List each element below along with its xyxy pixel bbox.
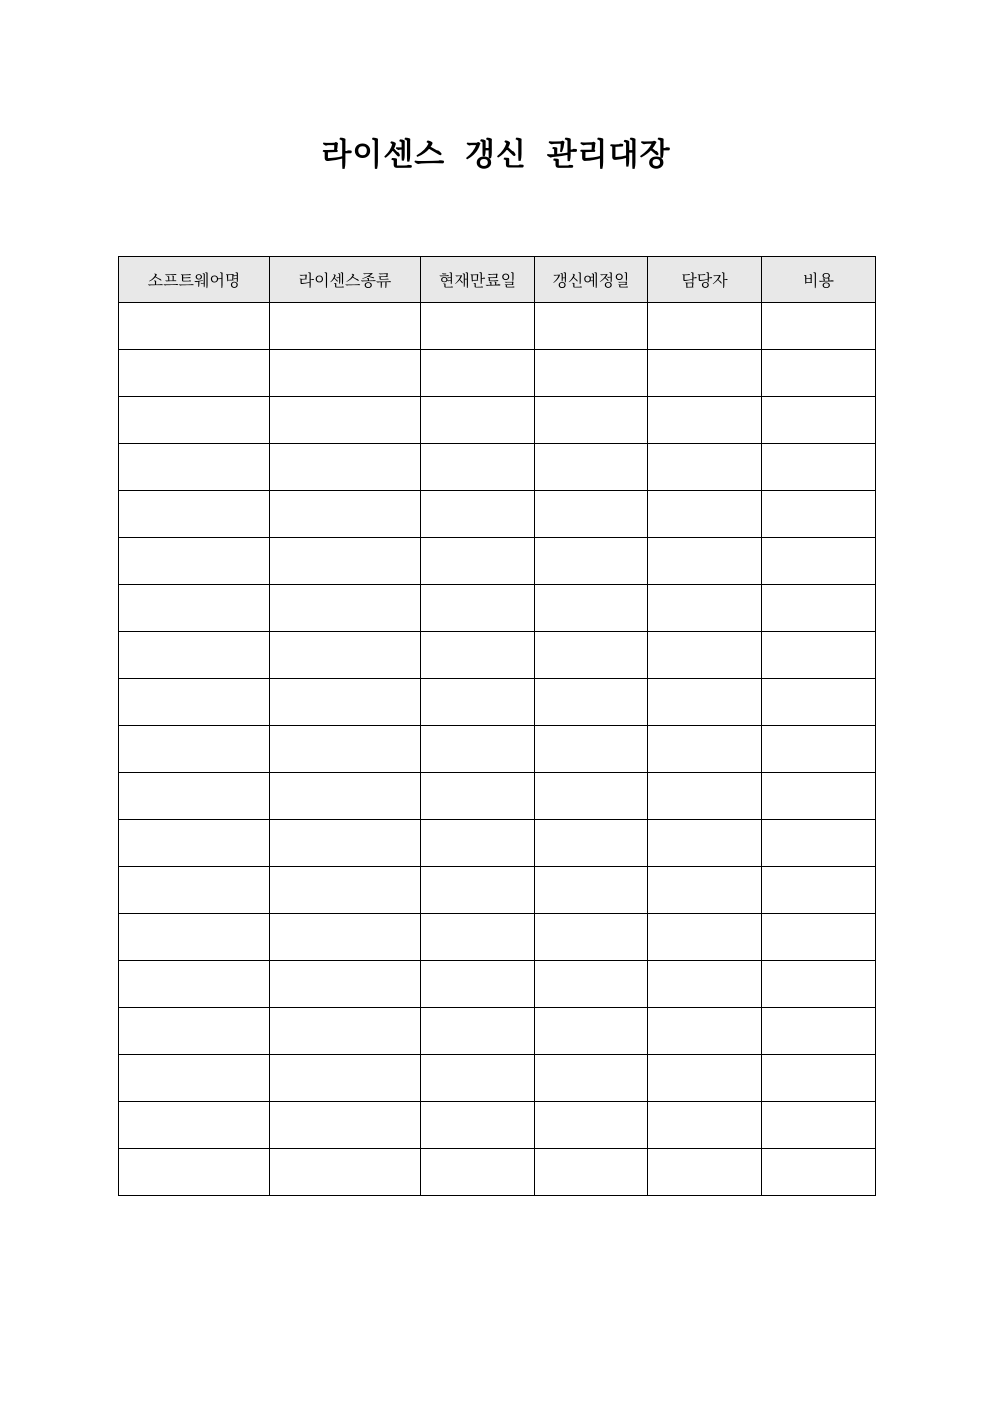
table-cell[interactable] xyxy=(270,1102,421,1149)
table-cell[interactable] xyxy=(421,585,535,632)
table-cell[interactable] xyxy=(535,444,648,491)
table-cell[interactable] xyxy=(270,726,421,773)
table-cell[interactable] xyxy=(762,1149,876,1196)
table-cell[interactable] xyxy=(762,491,876,538)
table-cell[interactable] xyxy=(762,350,876,397)
table-cell[interactable] xyxy=(648,961,762,1008)
table-cell[interactable] xyxy=(270,679,421,726)
table-cell[interactable] xyxy=(270,1055,421,1102)
table-cell[interactable] xyxy=(119,491,270,538)
table-cell[interactable] xyxy=(762,1008,876,1055)
table-cell[interactable] xyxy=(648,726,762,773)
table-cell[interactable] xyxy=(535,303,648,350)
table-cell[interactable] xyxy=(421,303,535,350)
table-cell[interactable] xyxy=(421,1149,535,1196)
table-cell[interactable] xyxy=(762,538,876,585)
table-cell[interactable] xyxy=(762,914,876,961)
table-cell[interactable] xyxy=(270,303,421,350)
table-row xyxy=(119,914,876,961)
table-cell[interactable] xyxy=(270,350,421,397)
table-cell[interactable] xyxy=(421,350,535,397)
table-cell[interactable] xyxy=(421,726,535,773)
table-cell[interactable] xyxy=(421,773,535,820)
column-header-software-name: 소프트웨어명 xyxy=(119,257,270,303)
table-cell[interactable] xyxy=(421,491,535,538)
table-cell[interactable] xyxy=(535,585,648,632)
table-cell[interactable] xyxy=(535,867,648,914)
table-cell[interactable] xyxy=(119,585,270,632)
table-cell[interactable] xyxy=(119,726,270,773)
table-cell[interactable] xyxy=(648,867,762,914)
table-cell[interactable] xyxy=(119,961,270,1008)
table-row xyxy=(119,538,876,585)
table-cell[interactable] xyxy=(421,867,535,914)
table-row xyxy=(119,1149,876,1196)
table-cell[interactable] xyxy=(535,1149,648,1196)
table-cell[interactable] xyxy=(119,914,270,961)
table-cell[interactable] xyxy=(119,350,270,397)
table-cell[interactable] xyxy=(535,914,648,961)
table-cell[interactable] xyxy=(762,867,876,914)
table-cell[interactable] xyxy=(648,397,762,444)
table-cell[interactable] xyxy=(648,350,762,397)
table-body xyxy=(119,303,876,1196)
table-cell[interactable] xyxy=(421,1008,535,1055)
table-cell[interactable] xyxy=(119,538,270,585)
table-row xyxy=(119,726,876,773)
table-cell[interactable] xyxy=(648,585,762,632)
table-cell[interactable] xyxy=(762,679,876,726)
table-cell[interactable] xyxy=(762,773,876,820)
table-cell[interactable] xyxy=(535,491,648,538)
table-cell[interactable] xyxy=(648,1055,762,1102)
table-cell[interactable] xyxy=(270,444,421,491)
column-header-license-type: 라이센스종류 xyxy=(270,257,421,303)
table-cell[interactable] xyxy=(421,914,535,961)
table-cell[interactable] xyxy=(762,1102,876,1149)
table-row xyxy=(119,1055,876,1102)
table-cell[interactable] xyxy=(421,1102,535,1149)
table-row xyxy=(119,679,876,726)
table-cell[interactable] xyxy=(648,679,762,726)
table-cell[interactable] xyxy=(648,491,762,538)
table-cell[interactable] xyxy=(535,397,648,444)
table-row xyxy=(119,350,876,397)
table-cell[interactable] xyxy=(119,773,270,820)
table-cell[interactable] xyxy=(762,585,876,632)
table-cell[interactable] xyxy=(535,961,648,1008)
column-header-current-expiry: 현재만료일 xyxy=(421,257,535,303)
table-cell[interactable] xyxy=(119,679,270,726)
table-cell[interactable] xyxy=(119,867,270,914)
table-cell[interactable] xyxy=(119,1008,270,1055)
table-cell[interactable] xyxy=(648,820,762,867)
table-cell[interactable] xyxy=(648,303,762,350)
page-title: 라이센스 갱신 관리대장 xyxy=(321,137,671,173)
table-cell[interactable] xyxy=(648,1149,762,1196)
table-row xyxy=(119,820,876,867)
table-cell[interactable] xyxy=(270,867,421,914)
table-cell[interactable] xyxy=(119,1055,270,1102)
table-cell[interactable] xyxy=(270,538,421,585)
table-cell[interactable] xyxy=(762,632,876,679)
table-cell[interactable] xyxy=(648,914,762,961)
table-row xyxy=(119,867,876,914)
column-header-manager: 담당자 xyxy=(648,257,762,303)
table-row xyxy=(119,1008,876,1055)
table-cell[interactable] xyxy=(535,773,648,820)
table-cell[interactable] xyxy=(270,773,421,820)
table-cell[interactable] xyxy=(119,1102,270,1149)
table-cell[interactable] xyxy=(270,820,421,867)
table-cell[interactable] xyxy=(119,820,270,867)
column-header-cost: 비용 xyxy=(762,257,876,303)
table-cell[interactable] xyxy=(270,585,421,632)
table-row xyxy=(119,585,876,632)
table-cell[interactable] xyxy=(270,632,421,679)
table-cell[interactable] xyxy=(119,397,270,444)
table-cell[interactable] xyxy=(119,1149,270,1196)
table-cell[interactable] xyxy=(762,1055,876,1102)
table-cell[interactable] xyxy=(762,397,876,444)
table-cell[interactable] xyxy=(119,303,270,350)
table-row xyxy=(119,397,876,444)
table-row xyxy=(119,961,876,1008)
table-cell[interactable] xyxy=(535,538,648,585)
table-cell[interactable] xyxy=(762,726,876,773)
table-cell[interactable] xyxy=(421,820,535,867)
table-cell[interactable] xyxy=(421,632,535,679)
table-cell[interactable] xyxy=(762,303,876,350)
table-cell[interactable] xyxy=(421,961,535,1008)
table-row xyxy=(119,1102,876,1149)
table-cell[interactable] xyxy=(421,679,535,726)
table-cell[interactable] xyxy=(119,632,270,679)
table-row xyxy=(119,303,876,350)
table-header-row xyxy=(119,257,876,303)
table-row xyxy=(119,444,876,491)
table-cell[interactable] xyxy=(421,1055,535,1102)
table-cell[interactable] xyxy=(535,632,648,679)
table-row xyxy=(119,491,876,538)
table-cell[interactable] xyxy=(762,961,876,1008)
table-cell[interactable] xyxy=(270,491,421,538)
table-cell[interactable] xyxy=(270,961,421,1008)
table-cell[interactable] xyxy=(535,820,648,867)
table-cell[interactable] xyxy=(421,444,535,491)
table-cell[interactable] xyxy=(421,397,535,444)
table-cell[interactable] xyxy=(762,820,876,867)
table-cell[interactable] xyxy=(648,632,762,679)
table-cell[interactable] xyxy=(535,1055,648,1102)
license-ledger-table xyxy=(118,256,876,1196)
table-row xyxy=(119,632,876,679)
column-header-renewal-date: 갱신예정일 xyxy=(535,257,648,303)
table-cell[interactable] xyxy=(648,1008,762,1055)
table-cell[interactable] xyxy=(270,397,421,444)
table-cell[interactable] xyxy=(535,726,648,773)
table-cell[interactable] xyxy=(648,1102,762,1149)
table-cell[interactable] xyxy=(270,914,421,961)
table-cell[interactable] xyxy=(648,444,762,491)
table-cell[interactable] xyxy=(270,1149,421,1196)
table-cell[interactable] xyxy=(270,1008,421,1055)
table-cell[interactable] xyxy=(535,350,648,397)
table-cell[interactable] xyxy=(535,1102,648,1149)
table-row xyxy=(119,773,876,820)
table-cell[interactable] xyxy=(648,773,762,820)
table-cell[interactable] xyxy=(762,444,876,491)
table-cell[interactable] xyxy=(119,444,270,491)
table-cell[interactable] xyxy=(648,538,762,585)
table-cell[interactable] xyxy=(421,538,535,585)
table-cell[interactable] xyxy=(535,1008,648,1055)
table-cell[interactable] xyxy=(535,679,648,726)
